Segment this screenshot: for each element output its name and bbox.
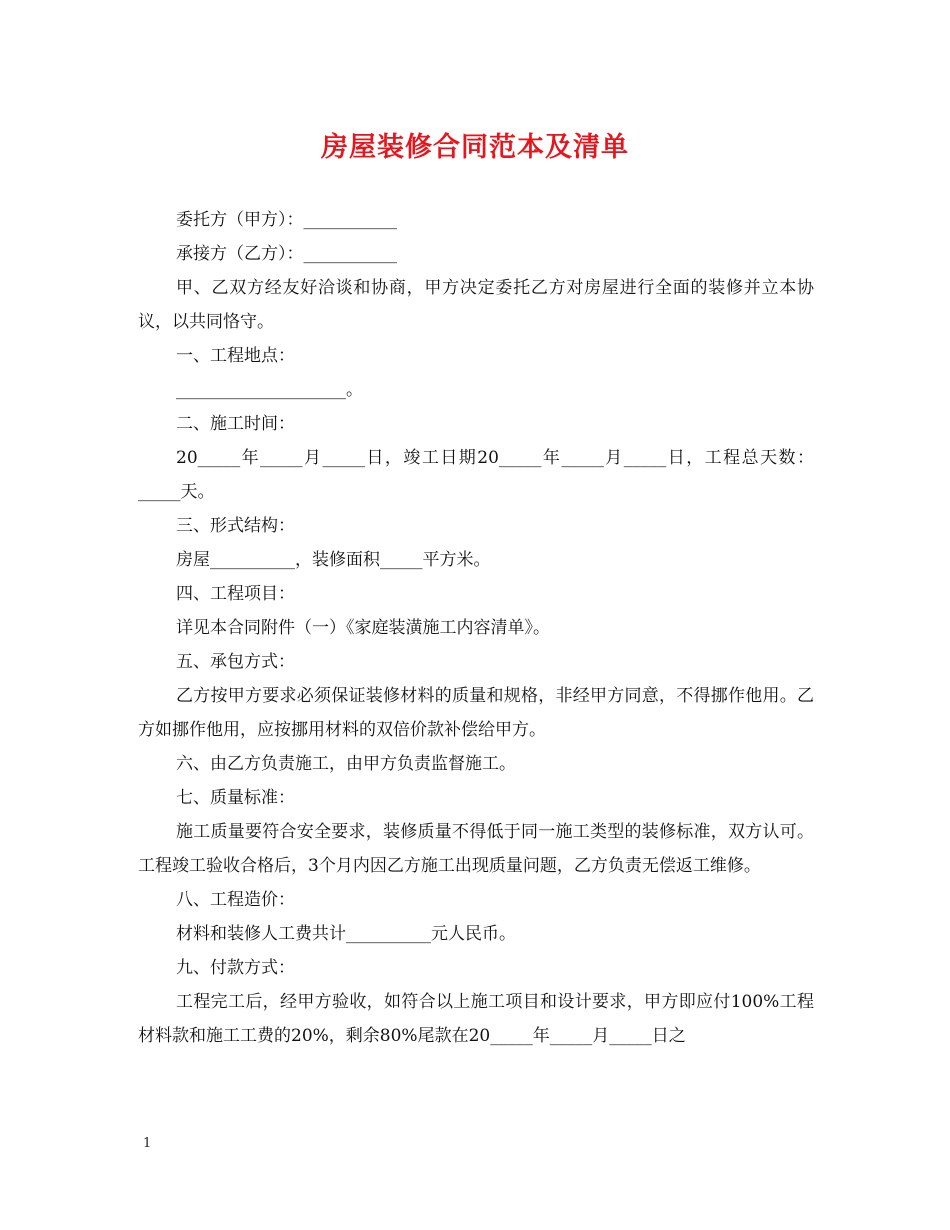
location-blank: ____________________。 (176, 380, 363, 400)
party-b-line: 承接方（乙方）：___________ (176, 244, 397, 264)
section-structure-heading: 三、形式结构： (176, 516, 295, 536)
page-number: 1 (143, 1136, 152, 1151)
payment-details: 工程完工后，经甲方验收，如符合以上施工项目和设计要求，甲方即应付100%工程材料款和施工工费的20%，剩余80%尾款在20_____年_____月_____日之 (138, 992, 814, 1046)
section-time-heading: 二、施工时间： (176, 414, 295, 434)
contract-body (138, 203, 814, 1053)
section-contract-method-heading: 五、承包方式： (176, 652, 295, 672)
document-title: 房屋装修合同范本及清单 (321, 132, 629, 163)
construction-dates: 20_____年_____月_____日，竣工日期20_____年_____月_____日，工程总天数：_____天。 (138, 448, 814, 502)
party-a-line: 委托方（甲方）：___________ (176, 210, 397, 230)
cost-details: 材料和装修人工费共计__________元人民币。 (176, 924, 516, 944)
section-location-heading: 一、工程地点： (176, 346, 295, 366)
section-items-heading: 四、工程项目： (176, 584, 295, 604)
agreement-intro: 甲、乙双方经友好洽谈和协商，甲方决定委托乙方对房屋进行全面的装修并立本协议，以共同恪守。 (138, 278, 814, 332)
section-supervision: 六、由乙方负责施工，由甲方负责监督施工。 (176, 754, 516, 774)
quality-details: 施工质量要符合安全要求，装修质量不得低于同一施工类型的装修标准，双方认可。工程竣工验收合格后，3个月内因乙方施工出现质量问题，乙方负责无偿返工维修。 (138, 822, 814, 876)
structure-details: 房屋__________，装修面积_____平方米。 (176, 550, 491, 570)
contract-method-details: 乙方按甲方要求必须保证装修材料的质量和规格，非经甲方同意，不得挪作他用。乙方如挪作他用，应按挪用材料的双倍价款补偿给甲方。 (138, 686, 814, 740)
section-payment-heading: 九、付款方式： (176, 958, 295, 978)
section-quality-heading: 七、质量标准： (176, 788, 295, 808)
items-reference: 详见本合同附件（一）《家庭装潢施工内容清单》。 (176, 618, 550, 638)
section-cost-heading: 八、工程造价： (176, 890, 295, 910)
